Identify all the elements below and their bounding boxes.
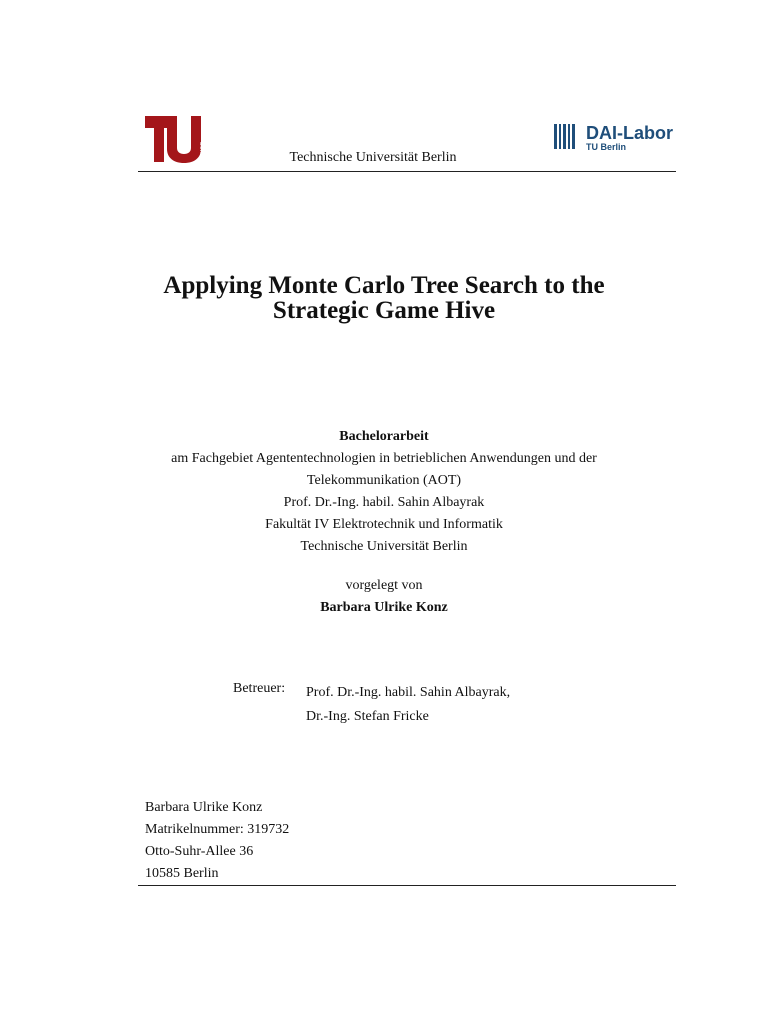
author-info-street: Otto-Suhr-Allee 36 [145, 844, 254, 859]
footer-rule [138, 885, 676, 886]
author-name: Barbara Ulrike Konz [320, 600, 448, 615]
author-info-name: Barbara Ulrike Konz [145, 800, 263, 815]
university: Technische Universität Berlin [300, 539, 468, 554]
department-line-1: am Fachgebiet Agententechnologien in betrieblichen Anwendungen und der [171, 451, 597, 466]
department-line-2: Telekommunikation (AOT) [306, 473, 462, 488]
professor: Prof. Dr.-Ing. habil. Sahin Albayrak [283, 495, 485, 510]
header-rule [138, 171, 676, 172]
supervisors-label: Betreuer: [233, 681, 286, 696]
author-info [145, 797, 289, 885]
header-university: Technische Universität Berlin [289, 150, 457, 165]
author-info-matriculation: Matrikelnummer: 319732 [145, 822, 290, 837]
supervisor-1: Prof. Dr.-Ing. habil. Sahin Albayrak, [306, 685, 511, 700]
author-info-city: 10585 Berlin [145, 866, 219, 881]
dai-labor-sub-text: TU Berlin [586, 142, 627, 152]
thesis-title-line-1: Applying Monte Carlo Tree Search to the [163, 272, 605, 299]
presented-by: vorgelegt von [345, 578, 423, 593]
dai-labor-main-text: DAI-Labor [586, 123, 673, 143]
thesis-title [0, 273, 768, 323]
supervisor-2: Dr.-Ing. Stefan Fricke [306, 709, 429, 724]
svg-text:berlin: berlin [198, 142, 205, 160]
faculty: Fakultät IV Elektrotechnik und Informatik [265, 517, 503, 532]
thesis-title-line-2: Strategic Game Hive [272, 297, 496, 324]
dai-labor-mark [553, 122, 689, 152]
dai-labor-logo [553, 122, 689, 152]
thesis-type: Bachelorarbeit [339, 429, 429, 444]
supervisors-list [306, 681, 510, 729]
